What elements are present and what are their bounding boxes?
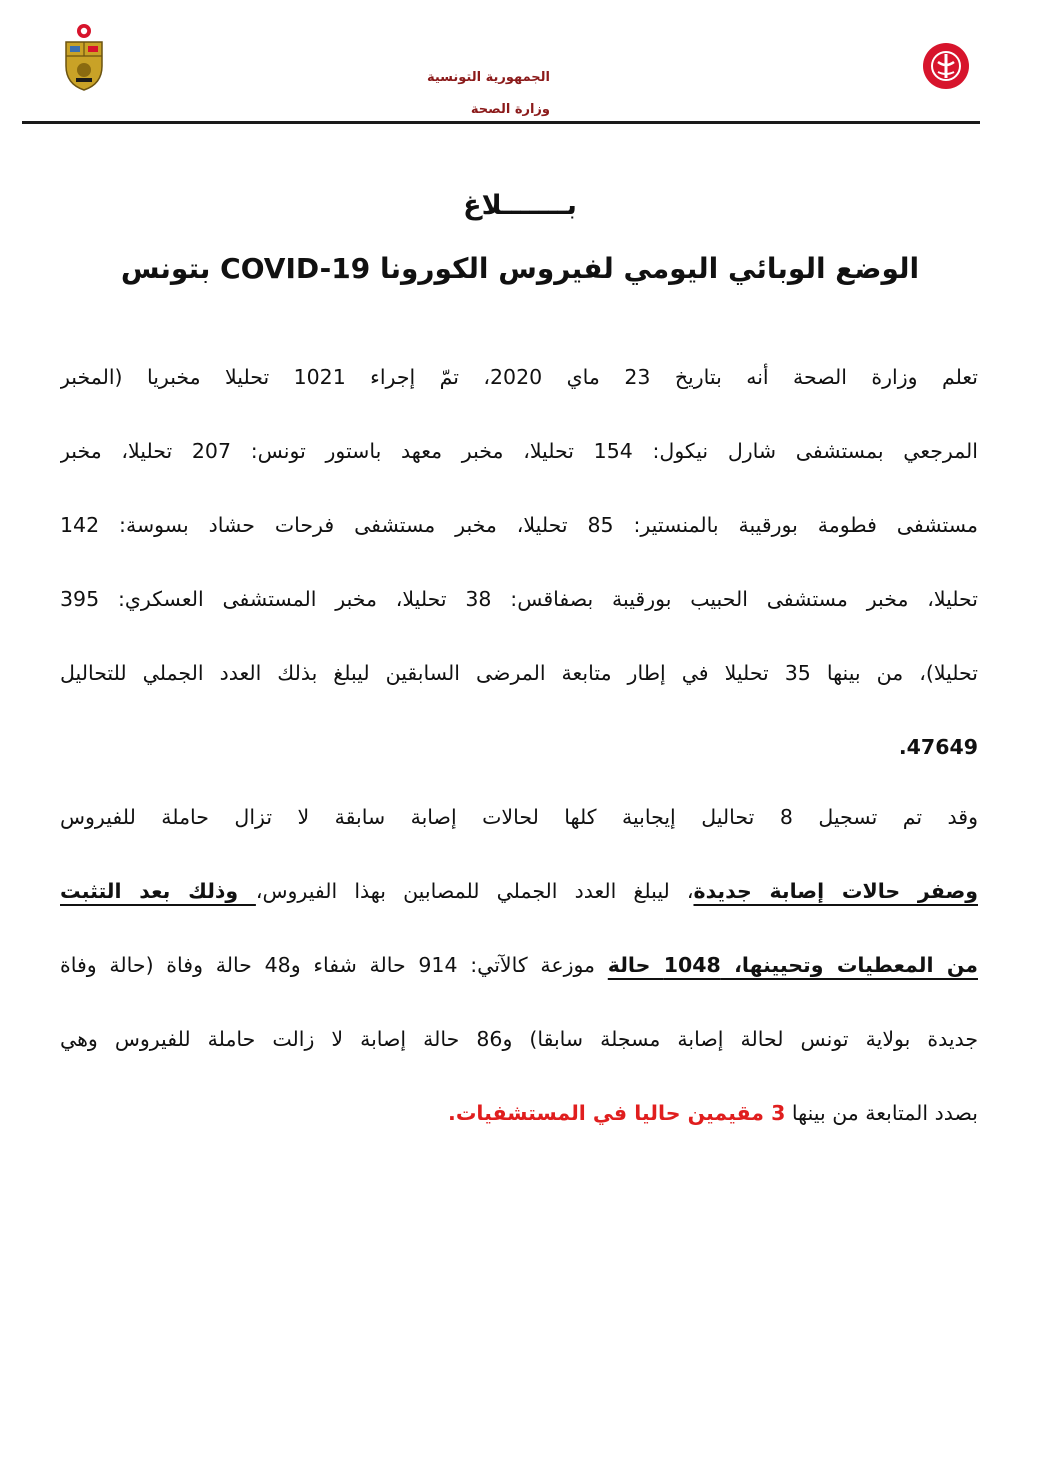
document-subtitle: الوضع الوبائي اليومي لفيروس الكورونا COVID-19 بتونس bbox=[120, 252, 920, 285]
header-text bbox=[400, 62, 550, 126]
paragraph-line: تعلم وزارة الصحة أنه بتاريخ 23 ماي 2020، تمّ إجراء 1021 تحليلا مخبريا (المخبر bbox=[60, 365, 978, 389]
text-span: موزعة كالآتي: 914 حالة شفاء و48 حالة وفاة (حالة وفاة bbox=[60, 953, 608, 977]
new-cases-emphasis: وصفر حالات إصابة جديدة bbox=[693, 879, 978, 903]
paragraph-line bbox=[60, 1076, 978, 1150]
ministry-name: وزارة الصحة bbox=[470, 102, 550, 117]
letterhead bbox=[0, 0, 1040, 130]
header-divider bbox=[22, 121, 980, 124]
paragraph-2 bbox=[60, 780, 978, 1150]
hospitalized-highlight: 3 مقيمين حاليا في المستشفيات. bbox=[448, 1101, 786, 1125]
country-name: الجمهورية التونسية bbox=[426, 70, 550, 85]
verification-emphasis: وذلك بعد التثبت bbox=[60, 879, 256, 903]
paragraph-line: جديدة بولاية تونس لحالة إصابة مسجلة سابقا) و86 حالة إصابة لا زالت حاملة للفيروس وهي bbox=[60, 1027, 978, 1051]
document-title: بـــــــلاغ bbox=[463, 190, 577, 221]
paragraph-line: وقد تم تسجيل 8 تحاليل إيجابية كلها لحالات إصابة سابقة لا تزال حاملة للفيروس bbox=[60, 805, 978, 829]
paragraph-line: تحليلا)، من بينها 35 تحليلا في إطار متابعة المرضى السابقين ليبلغ بذلك العدد الجملي للتحاليل bbox=[60, 661, 978, 685]
total-cases-emphasis: من المعطيات وتحيينها، 1048 حالة bbox=[607, 953, 978, 977]
total-tests-value: 47649. bbox=[898, 735, 978, 759]
text-span: بصدد المتابعة من بينها bbox=[785, 1101, 978, 1125]
paragraph-line: تحليلا، مخبر مستشفى الحبيب بورقيبة بصفاقس: 38 تحليلا، مخبر المستشفى العسكري: 395 bbox=[60, 587, 978, 611]
paragraph-line bbox=[60, 928, 978, 1002]
paragraph-1 bbox=[60, 340, 978, 784]
ministry-health-logo-icon bbox=[922, 42, 970, 90]
paragraph-line: مستشفى فطومة بورقيبة بالمنستير: 85 تحليلا، مخبر مستشفى فرحات حشاد بسوسة: 142 bbox=[60, 513, 978, 537]
paragraph-line: المرجعي بمستشفى شارل نيكول: 154 تحليلا، مخبر معهد باستور تونس: 207 تحليلا، مخبر bbox=[60, 439, 978, 463]
coat-of-arms-icon bbox=[60, 22, 108, 92]
paragraph-line bbox=[60, 854, 978, 928]
text-span: ، ليبلغ العدد الجملي للمصابين بهذا الفيروس، bbox=[255, 879, 694, 903]
